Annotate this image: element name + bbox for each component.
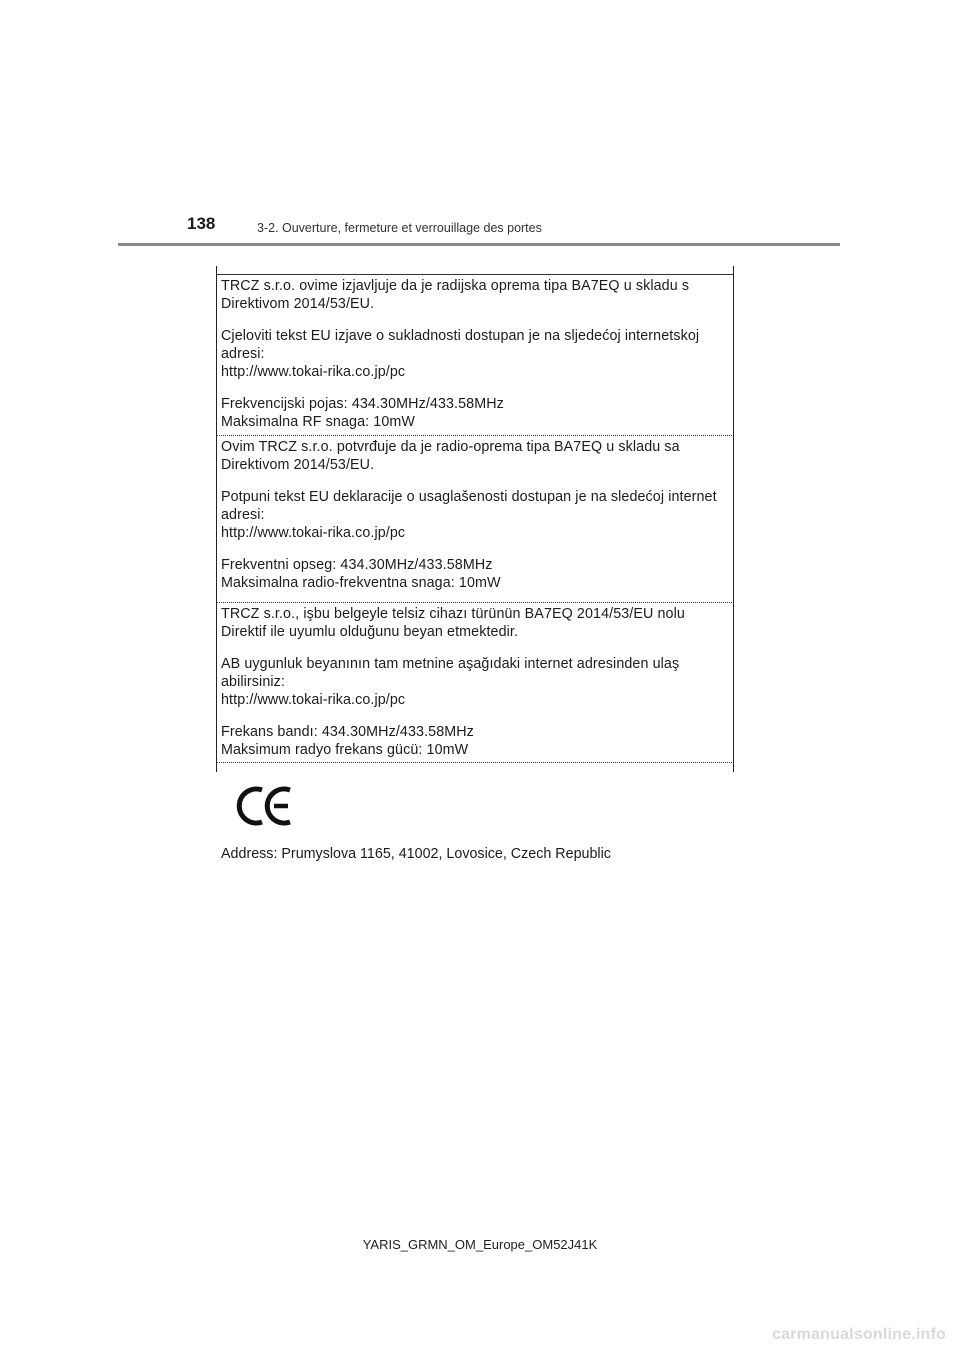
declaration-turkish xyxy=(221,605,728,759)
declaration-line: Direktif ile uyumlu olduğunu beyan etmektedir. xyxy=(221,624,519,640)
manufacturer-address: Address: Prumyslova 1165, 41002, Lovosice, Czech Republic xyxy=(221,846,611,862)
document-code: YARIS_GRMN_OM_Europe_OM52J41K xyxy=(362,1237,598,1252)
declaration-line: Cjeloviti tekst EU izjave o sukladnosti dostupan je na sljedećoj internetskoj xyxy=(221,328,700,344)
declaration-url: http://www.tokai-rika.co.jp/pc xyxy=(221,525,406,541)
box-right-border xyxy=(733,266,734,772)
declaration-line: TRCZ s.r.o. ovime izjavljuje da je radijska oprema tipa BA7EQ u skladu s xyxy=(221,278,690,294)
section-title: 3-2. Ouverture, fermeture et verrouillage des portes xyxy=(257,221,542,235)
declaration-line: Ovim TRCZ s.r.o. potvrđuje da je radio-oprema tipa BA7EQ u skladu sa xyxy=(221,439,680,455)
declaration-line: Maksimum radyo frekans gücü: 10mW xyxy=(221,742,469,758)
declaration-box xyxy=(216,266,734,772)
ce-mark-icon xyxy=(232,782,302,830)
declaration-croatian xyxy=(221,277,728,431)
declaration-line: Frekans bandı: 434.30MHz/433.58MHz xyxy=(221,724,474,740)
declaration-line: Potpuni tekst EU deklaracije o usaglašenosti dostupan je na sledećoj internet xyxy=(221,489,717,505)
declaration-line: adresi: xyxy=(221,346,265,362)
declaration-url: http://www.tokai-rika.co.jp/pc xyxy=(221,692,406,708)
declaration-line: TRCZ s.r.o., işbu belgeyle telsiz cihazı türünün BA7EQ 2014/53/EU nolu xyxy=(221,606,685,622)
page-number: 138 xyxy=(187,214,216,233)
declaration-line: adresi: xyxy=(221,507,265,523)
box-left-border xyxy=(216,266,217,772)
declaration-serbian xyxy=(221,438,728,592)
section-separator xyxy=(216,435,734,436)
declaration-line: Direktivom 2014/53/EU. xyxy=(221,457,375,473)
declaration-line: Frekventni opseg: 434.30MHz/433.58MHz xyxy=(221,557,493,573)
box-top-rule xyxy=(216,274,734,275)
declaration-line: Direktivom 2014/53/EU. xyxy=(221,296,375,312)
declaration-line: abilirsiniz: xyxy=(221,674,285,690)
section-separator xyxy=(216,602,734,603)
watermark: carmanualsonline.info xyxy=(771,1326,946,1343)
section-separator xyxy=(216,762,734,763)
declaration-line: AB uygunluk beyanının tam metnine aşağıdaki internet adresinden ulaş xyxy=(221,656,680,672)
declaration-url: http://www.tokai-rika.co.jp/pc xyxy=(221,364,406,380)
declaration-line: Frekvencijski pojas: 434.30MHz/433.58MHz xyxy=(221,396,504,412)
page-header xyxy=(0,0,960,250)
declaration-line: Maksimalna radio-frekventna snaga: 10mW xyxy=(221,575,501,591)
header-divider xyxy=(118,243,840,246)
declaration-line: Maksimalna RF snaga: 10mW xyxy=(221,414,415,430)
